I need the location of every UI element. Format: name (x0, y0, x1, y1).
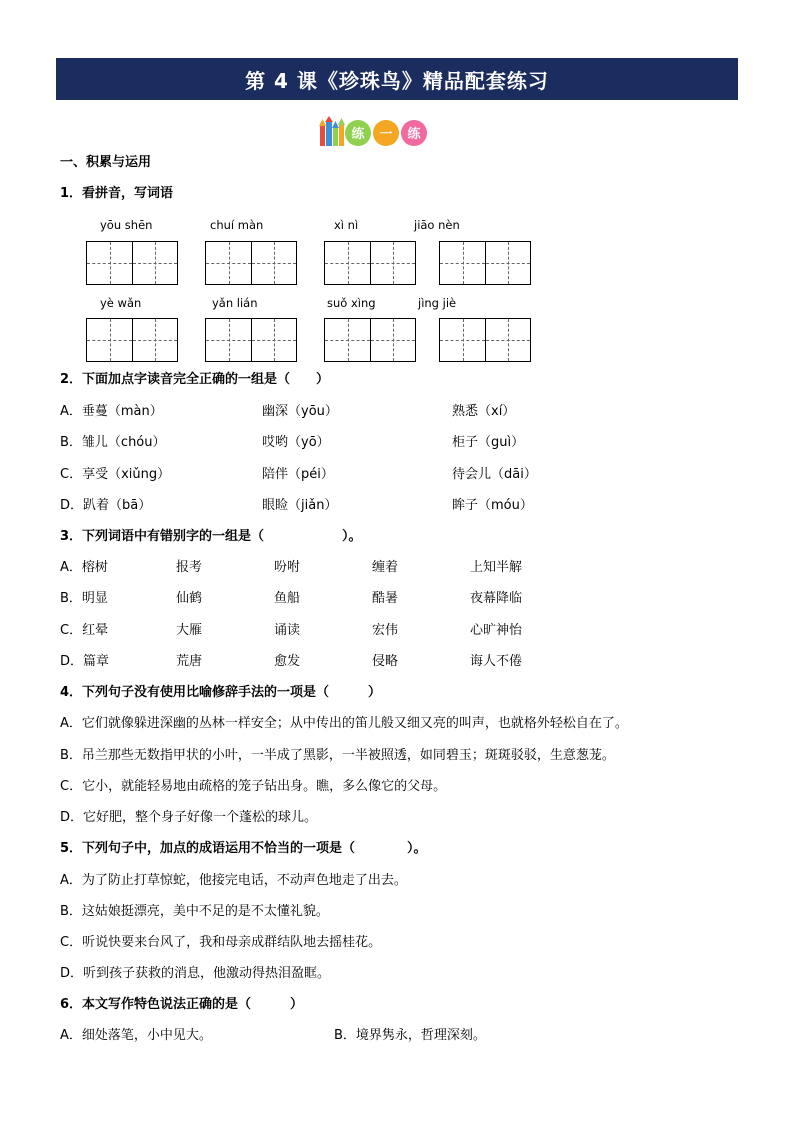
q2-option: C．享受（xiǔng） (60, 467, 171, 482)
q3-option: 侵略 (372, 654, 399, 669)
q3-option: 诵读 (274, 623, 301, 638)
q2-option: 熟悉（xí） (452, 404, 516, 419)
writing-grid[interactable] (324, 318, 416, 362)
q4-option: B．吊兰那些无数指甲状的小叶，一半成了黑影，一半被照透，如同碧玉；斑斑驳驳，生意葱茏。 (60, 748, 615, 763)
q1-stem: 1．看拼音，写词语 (60, 186, 174, 201)
q3-option: 缠着 (372, 560, 399, 575)
q4-option: A．它们就像躲进深幽的丛林一样安全；从中传出的笛儿般又细又亮的叫声，也就格外轻松自在了。 (60, 716, 628, 731)
q5-stem: 5．下列句子中，加点的成语运用不恰当的一项是（ ）。 (60, 841, 427, 856)
q3-option: 上知半解 (470, 560, 523, 575)
writing-grid[interactable] (205, 318, 297, 362)
pinyin-label: suǒ xìng (327, 296, 376, 310)
writing-grid[interactable] (86, 318, 178, 362)
q2-option: 待会儿（dāi） (452, 467, 537, 482)
practice-logo (318, 116, 428, 148)
q3-option: 报考 (176, 560, 203, 575)
q2-option: 哎哟（yō） (262, 435, 330, 450)
q5-option: B．这姑娘挺漂亮，美中不足的是不太懂礼貌。 (60, 904, 329, 919)
q2-option: 眼睑（jiǎn） (262, 498, 338, 513)
q3-option: 鱼船 (274, 591, 301, 606)
q3-option: 荒唐 (176, 654, 203, 669)
q4-stem: 4．下列句子没有使用比喻修辞手法的一项是（ ） (60, 685, 382, 700)
writing-grid[interactable] (439, 318, 531, 362)
logo-char-3: 练 (407, 127, 421, 142)
q3-option: 仙鹤 (176, 591, 203, 606)
writing-grid[interactable] (439, 241, 531, 285)
pinyin-label: yǎn lián (212, 296, 258, 310)
q2-stem: 2．下面加点字读音完全正确的一组是（ ） (60, 372, 330, 387)
q3-option: 愈发 (274, 654, 301, 669)
q3-stem: 3．下列词语中有错别字的一组是（ ）。 (60, 529, 362, 544)
writing-grid[interactable] (205, 241, 297, 285)
q3-option: 心旷神怡 (470, 623, 523, 638)
q3-option: B．明显 (60, 591, 108, 606)
q2-option: B．雏儿（chóu） (60, 435, 166, 450)
q6-stem: 6．本文写作特色说法正确的是（ ） (60, 997, 304, 1012)
q5-option: D．听到孩子获救的消息，他激动得热泪盈眶。 (60, 966, 331, 981)
q6-option-a: A．细处落笔，小中见大。 (60, 1028, 212, 1043)
q3-option: 吩咐 (274, 560, 301, 575)
q4-option: C．它小，就能轻易地由疏格的笼子钻出身。瞧，多么像它的父母。 (60, 779, 447, 794)
q3-option: A．榕树 (60, 560, 108, 575)
pinyin-label: jiāo nèn (414, 218, 460, 232)
q3-option: 宏伟 (372, 623, 399, 638)
q3-option: 夜幕降临 (470, 591, 523, 606)
section-heading: 一、积累与运用 (60, 155, 152, 170)
q3-option: 诲人不倦 (470, 654, 523, 669)
q3-option: 大雁 (176, 623, 203, 638)
q2-option: 柜子（guì） (452, 435, 525, 450)
pinyin-label: yōu shēn (100, 218, 153, 232)
logo-char-1: 练 (351, 127, 365, 142)
q3-option: 酷暑 (372, 591, 399, 606)
pinyin-label: yè wǎn (100, 296, 142, 310)
writing-grid[interactable] (324, 241, 416, 285)
logo-char-2: 一 (379, 127, 393, 142)
q5-option: C．听说快要来台风了，我和母亲成群结队地去摇桂花。 (60, 935, 382, 950)
q2-option: 陪伴（péi） (262, 467, 334, 482)
q3-option: D．篇章 (60, 654, 110, 669)
q2-option: A．垂蔓（màn） (60, 404, 163, 419)
q6-option-b: B．境界隽永，哲理深刻。 (334, 1028, 486, 1043)
title-banner (56, 58, 738, 100)
pinyin-label: xì nì (334, 218, 359, 232)
q2-option: 幽深（yōu） (262, 404, 338, 419)
page-title: 第 4 课《珍珠鸟》精品配套练习 (245, 68, 549, 93)
q3-option: C．红晕 (60, 623, 109, 638)
pinyin-label: jìng jiè (418, 296, 457, 310)
q4-option: D．它好肥，整个身子好像一个蓬松的球儿。 (60, 810, 318, 825)
q5-option: A．为了防止打草惊蛇，他接完电话，不动声色地走了出去。 (60, 873, 407, 888)
pinyin-label: chuí màn (210, 218, 264, 232)
writing-grid[interactable] (86, 241, 178, 285)
q2-option: D．趴着（bā） (60, 498, 152, 513)
q2-option: 眸子（móu） (452, 498, 533, 513)
practice-badge (344, 119, 430, 147)
